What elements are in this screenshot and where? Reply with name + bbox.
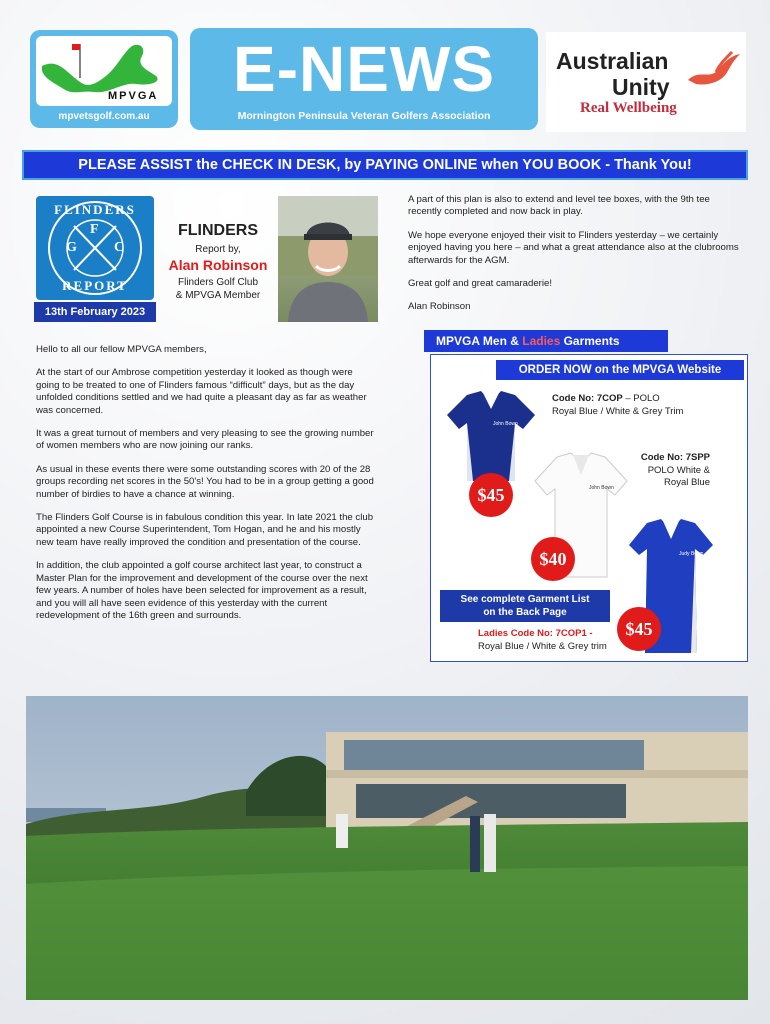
price-badge-7cop: $45	[469, 473, 513, 517]
check-in-banner: PLEASE ASSIST the CHECK IN DESK, by PAYING ONLINE when YOU BOOK - Thank You!	[22, 150, 748, 180]
garment-7cop-desc: Royal Blue / White & Grey Trim	[552, 405, 684, 417]
logo-text: MPVGA	[108, 90, 159, 102]
paragraph-tee-boxes: A part of this plan is also to extend and level tee boxes, with the 9th tee recently completed and now back in play.	[408, 194, 710, 218]
price-badge-7cop1: $45	[617, 607, 661, 651]
sponsor-logo	[546, 32, 746, 132]
garments-heading-post: Garments	[560, 334, 620, 348]
garments-heading-pre: MPVGA Men &	[436, 334, 523, 348]
garment-7spp-code: Code No: 7SPP	[640, 452, 710, 463]
author-club-line1: Flinders Golf Club	[177, 277, 259, 288]
golf-course-photo-icon	[26, 696, 748, 1000]
shirt-name-3: Judy Bown	[679, 551, 704, 557]
garment-7cop1-desc: Royal Blue / White & Grey trim	[478, 640, 607, 652]
navy-polo-shirt-icon	[443, 389, 539, 485]
person-photo-icon	[278, 196, 378, 322]
logo-url[interactable]: mpvetsgolf.com.au	[58, 111, 150, 122]
garment-7spp-type: POLO White &	[647, 464, 710, 476]
order-now-button[interactable]: ORDER NOW on the MPVGA Website	[496, 360, 744, 380]
bird-icon	[686, 50, 742, 94]
enews-subtitle: Mornington Peninsula Veteran Golfers Association	[237, 110, 491, 122]
enews-masthead	[190, 28, 538, 130]
garments-heading-ladies: Ladies	[522, 334, 561, 348]
price-badge-7spp: $40	[531, 537, 575, 581]
paragraph-scores: As usual in these events there were some outstanding scores with 20 of the 28 groups recording net scores in the 50's! You had to be in a group getting a good number of birdies to have a chance at winning.	[36, 463, 374, 500]
garment-7cop1-sep: -	[586, 628, 593, 639]
garment-7cop-code: Code No: 7COP	[552, 393, 623, 404]
paragraph-thanks: We hope everyone enjoyed their visit to Flinders yesterday – we certainly enjoyed having you here – and what a great attendance also at the clubrooms afterwards for the AGM.	[408, 229, 739, 266]
badge-letter-c: C	[114, 240, 125, 255]
garment-7cop-type: – POLO	[622, 393, 660, 404]
garment-7spp-details	[612, 452, 710, 490]
report-by-label: Report by,	[195, 244, 241, 255]
flinders-report-badge	[36, 196, 154, 300]
report-date: 13th February 2023	[34, 302, 156, 322]
garment-7cop1-details	[478, 628, 628, 653]
paragraph-course-condition: The Flinders Golf Course is in fabulous condition this year. In late 2021 the club appointed a new Course Superintendent, Tom Hogan, and he and his mostly new team have really improved the condition and presentation of the course.	[36, 512, 374, 548]
garment-7spp-desc: Royal Blue	[664, 477, 710, 488]
paragraph-master-plan: In addition, the club appointed a golf course architect last year, to construct a Master Plan for the improvement and development of the course over the next few years. A number of holes have been selected for improvement as a result, and you will all have seen evidence of this yesterday with the current redevelopment of the 16th green and surrounds.	[36, 560, 368, 621]
author-club-line2: & MPVGA Member	[175, 290, 261, 301]
article-left-column	[36, 344, 376, 633]
course-clubhouse-photo	[26, 696, 748, 1000]
badge-bottom-text: REPORT	[62, 278, 128, 293]
enews-title: E-NEWS	[233, 33, 495, 105]
badge-letter-f: F	[90, 222, 99, 237]
garment-7cop1-code: Ladies Code No: 7COP1	[478, 628, 587, 639]
see-garment-list-button[interactable]	[440, 590, 610, 622]
garment-7cop-details	[552, 393, 722, 418]
report-author: Alan Robinson	[168, 257, 268, 273]
see-list-line2: on the Back Page	[483, 607, 567, 618]
paragraph-signature: Alan Robinson	[408, 301, 471, 313]
report-title: FLINDERS	[178, 222, 258, 239]
see-list-line1: See complete Garment List	[460, 594, 590, 605]
author-portrait	[278, 196, 378, 322]
paragraph-turnout: It was a great turnout of members and very pleasing to see the growing number of women members who are now joining our ranks.	[36, 428, 374, 452]
shirt-name-1: John Bown	[493, 421, 518, 427]
author-affiliation	[160, 276, 276, 302]
paragraph-greeting: Hello to all our fellow MPVGA members,	[36, 344, 207, 355]
garments-heading	[424, 330, 668, 352]
shirt-name-2: John Bown	[589, 485, 614, 491]
badge-top-text: FLINDERS	[54, 202, 136, 217]
sponsor-name-line1: Australian	[556, 48, 669, 74]
article-right-column	[408, 194, 740, 325]
badge-letter-g: G	[66, 240, 77, 255]
paragraph-ambrose: At the start of our Ambrose competition yesterday it looked as though were going to be treated to one of Flinders famous “difficult” days, but as the day unfolded conditions settled and we had quite a pleasant day as far as weather was concerned.	[36, 367, 367, 416]
paragraph-camaraderie: Great golf and great camaraderie!	[408, 278, 552, 290]
mpvga-logo	[30, 30, 178, 128]
sponsor-tagline: Real Wellbeing	[580, 100, 677, 116]
sponsor-name-line2: Unity	[612, 74, 670, 100]
